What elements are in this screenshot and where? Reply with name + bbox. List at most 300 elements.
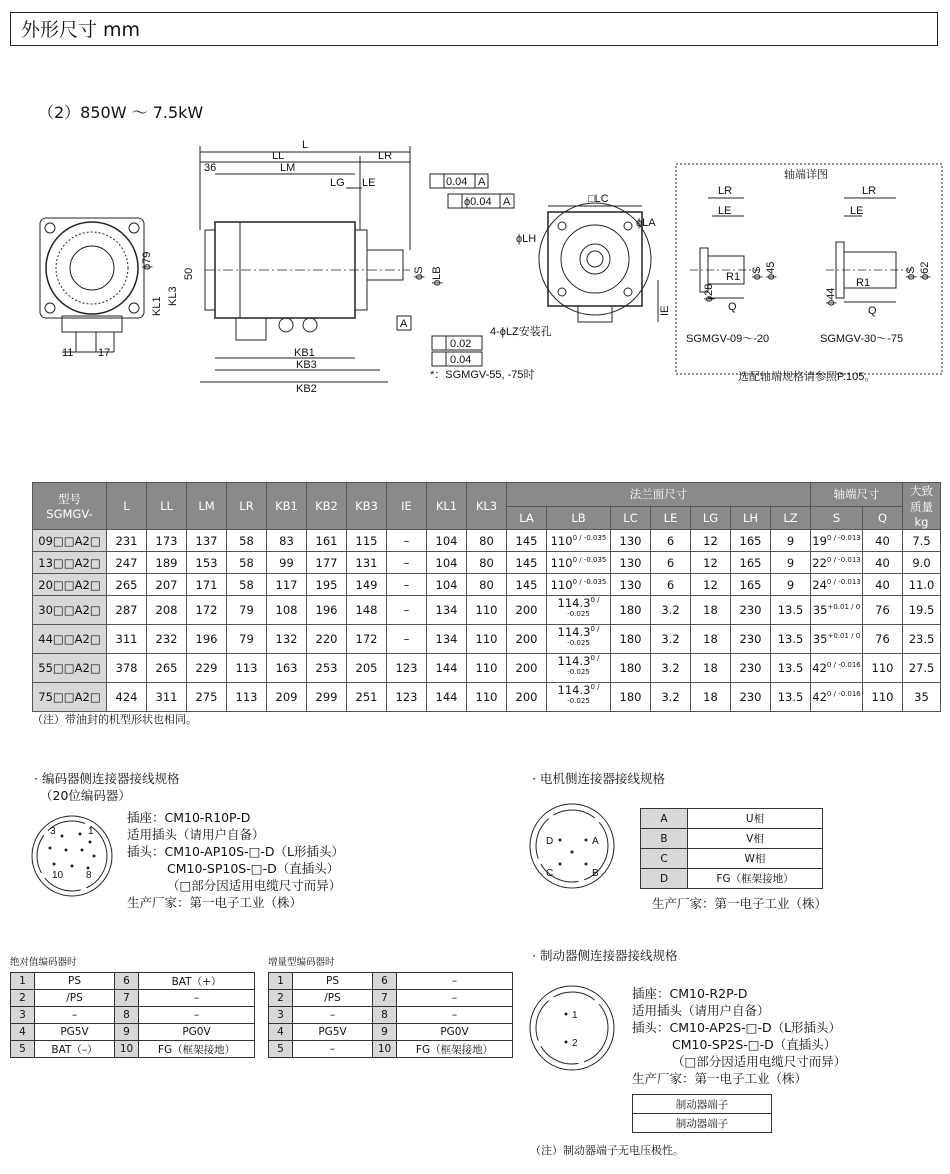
th-model: 型号 SGMGV- bbox=[33, 483, 107, 530]
cell-ll: 265 bbox=[147, 654, 187, 683]
pin-number: 3 bbox=[269, 1007, 293, 1024]
cell-kb2: 299 bbox=[307, 683, 347, 712]
cell-kl1: 144 bbox=[427, 683, 467, 712]
cell-lm: 137 bbox=[187, 530, 227, 552]
th-flange-col: LC bbox=[611, 506, 651, 530]
cell-kl3: 80 bbox=[467, 574, 507, 596]
cell-kb2: 253 bbox=[307, 654, 347, 683]
brake-terminal-table bbox=[632, 1094, 772, 1133]
cell-kb1: 117 bbox=[267, 574, 307, 596]
cell-lh: 165 bbox=[731, 530, 771, 552]
th-flange: 法兰面尺寸 bbox=[507, 483, 811, 507]
cell-model: 75□□A2□ bbox=[33, 683, 107, 712]
sd-right-LE: LE bbox=[850, 205, 864, 217]
cell-lc: 180 bbox=[611, 596, 651, 625]
dim-IE: IE bbox=[659, 305, 671, 316]
cell-s: $24^{0 / -0.013}$ bbox=[811, 574, 863, 596]
pin-signal: PG0V bbox=[139, 1024, 255, 1041]
table-row bbox=[269, 1041, 513, 1058]
cell-le: 3.2 bbox=[651, 654, 691, 683]
cell-ie: 123 bbox=[387, 654, 427, 683]
cell-le: 6 bbox=[651, 574, 691, 596]
pin-number: 10 bbox=[115, 1041, 139, 1058]
cell-kb2: 161 bbox=[307, 530, 347, 552]
cell-le: 6 bbox=[651, 552, 691, 574]
pin-number: 1 bbox=[269, 973, 293, 990]
pin-number: 6 bbox=[373, 973, 397, 990]
cell-lm: 171 bbox=[187, 574, 227, 596]
shaft-detail-title: 轴端详图 bbox=[784, 169, 828, 181]
th-flange-col: LB bbox=[547, 506, 611, 530]
pin-number: 7 bbox=[373, 990, 397, 1007]
cell-la: 200 bbox=[507, 683, 547, 712]
dim-KB2: KB2 bbox=[296, 383, 317, 395]
cell-mass: 19.5 bbox=[903, 596, 941, 625]
cell-lc: 180 bbox=[611, 683, 651, 712]
sd-left-S: ϕS bbox=[751, 266, 763, 280]
section-subtitle: （2）850W ～ 7.5kW bbox=[38, 103, 204, 122]
cell-q: 40 bbox=[863, 574, 903, 596]
pin-number: 2 bbox=[269, 990, 293, 1007]
cell-kb2: 196 bbox=[307, 596, 347, 625]
cell-lg: 18 bbox=[691, 683, 731, 712]
dimension-drawing bbox=[0, 130, 950, 480]
dim-KL3: KL3 bbox=[167, 286, 179, 306]
cell-kl1: 134 bbox=[427, 596, 467, 625]
table-row: A U相 bbox=[641, 809, 823, 829]
motor-connector-table bbox=[640, 808, 823, 889]
cell-lb: $110^{0 / -0.035}$ bbox=[547, 530, 611, 552]
table-row bbox=[11, 990, 255, 1007]
sd-right-S: ϕS bbox=[905, 266, 917, 280]
cell-lm: 172 bbox=[187, 596, 227, 625]
cell-s: $35^{+0.01 / 0}$ bbox=[811, 625, 863, 654]
pin-number: 3 bbox=[11, 1007, 35, 1024]
cell-le: 3.2 bbox=[651, 683, 691, 712]
cell-q: 110 bbox=[863, 683, 903, 712]
cell-lr: 79 bbox=[227, 596, 267, 625]
encoder-connector-diagram bbox=[28, 812, 118, 902]
table-row bbox=[11, 1007, 255, 1024]
sd-left-28: ϕ28 bbox=[703, 283, 715, 302]
page-title: 外形尺寸 mm bbox=[10, 12, 938, 46]
cell-lh: 165 bbox=[731, 574, 771, 596]
th-flange-col: LZ bbox=[771, 506, 811, 530]
cell-lz: 9 bbox=[771, 574, 811, 596]
sd-left-Q: Q bbox=[728, 301, 737, 313]
pin-number: 5 bbox=[269, 1041, 293, 1058]
th-flange-col: LA bbox=[507, 506, 547, 530]
tol-ref-a1: A bbox=[478, 176, 486, 188]
cell-mass: 7.5 bbox=[903, 530, 941, 552]
cell-l: 231 bbox=[107, 530, 147, 552]
cell-s: $22^{0 / -0.013}$ bbox=[811, 552, 863, 574]
cell-kl1: 144 bbox=[427, 654, 467, 683]
pin-label: D bbox=[546, 836, 554, 847]
cell-lr: 58 bbox=[227, 530, 267, 552]
cell-kl3: 110 bbox=[467, 596, 507, 625]
table-row: B V相 bbox=[641, 829, 823, 849]
cell-la: 145 bbox=[507, 574, 547, 596]
th-col: L bbox=[107, 483, 147, 530]
cell-lc: 130 bbox=[611, 530, 651, 552]
cell-kb1: 108 bbox=[267, 596, 307, 625]
dim-36: 36 bbox=[204, 162, 217, 174]
cell-s: $42^{0 / -0.016}$ bbox=[811, 683, 863, 712]
cell-lb: $110^{0 / -0.035}$ bbox=[547, 574, 611, 596]
pin-signal: – bbox=[397, 990, 513, 1007]
dimension-spec-table bbox=[32, 482, 941, 712]
cell-la: 200 bbox=[507, 625, 547, 654]
table-row bbox=[269, 990, 513, 1007]
dim-LM: LM bbox=[280, 162, 296, 174]
sd-left-LE: LE bbox=[718, 205, 732, 217]
cell-s: $19^{0 / -0.013}$ bbox=[811, 530, 863, 552]
cell-lb: $114.3^{0 / -0.025}$ bbox=[547, 596, 611, 625]
cell-ll: 189 bbox=[147, 552, 187, 574]
abs-encoder-table bbox=[10, 972, 255, 1058]
cell-kl1: 104 bbox=[427, 552, 467, 574]
dim-L: L bbox=[302, 139, 309, 151]
cell-lb: $114.3^{0 / -0.025}$ bbox=[547, 625, 611, 654]
cell-lb: $114.3^{0 / -0.025}$ bbox=[547, 683, 611, 712]
th-col: KB3 bbox=[347, 483, 387, 530]
cell-ie: – bbox=[387, 552, 427, 574]
table-row bbox=[33, 574, 941, 596]
sd-right-R1: R1 bbox=[856, 277, 871, 289]
cell-ie: – bbox=[387, 596, 427, 625]
cell-mass: 23.5 bbox=[903, 625, 941, 654]
dim-LA: ϕLA bbox=[636, 217, 656, 229]
pin-signal: PG5V bbox=[293, 1024, 373, 1041]
cell-lr: 79 bbox=[227, 625, 267, 654]
cell-q: 76 bbox=[863, 596, 903, 625]
cell-la: 145 bbox=[507, 530, 547, 552]
sd-right-Q: Q bbox=[868, 305, 877, 317]
brake-note: （注）制动器端子无电压极性。 bbox=[530, 1144, 684, 1157]
encoder-connector-title: · 编码器侧连接器接线规格 bbox=[34, 771, 180, 786]
dim-LG: LG bbox=[330, 177, 345, 189]
sd-left-LR: LR bbox=[718, 185, 733, 197]
cell-lg: 18 bbox=[691, 654, 731, 683]
dim-LC: □LC bbox=[588, 193, 609, 205]
cell-kl1: 104 bbox=[427, 574, 467, 596]
table-row bbox=[33, 552, 941, 574]
table-row bbox=[269, 1024, 513, 1041]
pin-label: A bbox=[592, 836, 599, 847]
pin-number: 4 bbox=[269, 1024, 293, 1041]
cell-lz: 13.5 bbox=[771, 625, 811, 654]
pin-label: 2 bbox=[572, 1038, 578, 1049]
pin-number: 10 bbox=[373, 1041, 397, 1058]
pin-label: 3 bbox=[50, 826, 56, 837]
table-row bbox=[33, 683, 941, 712]
pin-signal: BAT（–） bbox=[35, 1041, 115, 1058]
cell-model: 30□□A2□ bbox=[33, 596, 107, 625]
tol-perp: 0.04 bbox=[446, 176, 468, 188]
cell-kb1: 99 bbox=[267, 552, 307, 574]
cell-q: 76 bbox=[863, 625, 903, 654]
cell-kb3: 172 bbox=[347, 625, 387, 654]
pin-number: 6 bbox=[115, 973, 139, 990]
table-row: 制动器端子 bbox=[633, 1095, 772, 1114]
cell-ie: – bbox=[387, 625, 427, 654]
cell-q: 40 bbox=[863, 530, 903, 552]
cell-lc: 180 bbox=[611, 654, 651, 683]
inc-encoder-title: 增量型编码器时 bbox=[268, 957, 335, 968]
cell-mass: 9.0 bbox=[903, 552, 941, 574]
cell-lb: $110^{0 / -0.035}$ bbox=[547, 552, 611, 574]
dim-LL: LL bbox=[272, 150, 285, 162]
cell-ie: 123 bbox=[387, 683, 427, 712]
pin-signal: PS bbox=[293, 973, 373, 990]
cell-la: 145 bbox=[507, 552, 547, 574]
cell-lg: 12 bbox=[691, 552, 731, 574]
pin-signal: – bbox=[293, 1007, 373, 1024]
cell-kb1: 83 bbox=[267, 530, 307, 552]
th-flange-col: LG bbox=[691, 506, 731, 530]
th-col: LM bbox=[187, 483, 227, 530]
cell-kl3: 80 bbox=[467, 552, 507, 574]
cell-lm: 275 bbox=[187, 683, 227, 712]
cell-kb3: 149 bbox=[347, 574, 387, 596]
pin-signal: FG（框架接地） bbox=[397, 1041, 513, 1058]
pin-signal: – bbox=[397, 1007, 513, 1024]
dim-LB: ϕLB bbox=[431, 266, 443, 286]
cell-s: $35^{+0.01 / 0}$ bbox=[811, 596, 863, 625]
th-col: IE bbox=[387, 483, 427, 530]
cell-lc: 180 bbox=[611, 625, 651, 654]
cell-kb2: 177 bbox=[307, 552, 347, 574]
cell-lm: 153 bbox=[187, 552, 227, 574]
cell-le: 3.2 bbox=[651, 625, 691, 654]
table-row bbox=[33, 654, 941, 683]
pin-signal: – bbox=[139, 1007, 255, 1024]
cell-kl1: 134 bbox=[427, 625, 467, 654]
table-row bbox=[11, 1041, 255, 1058]
cell-l: 311 bbox=[107, 625, 147, 654]
cell-ie: – bbox=[387, 574, 427, 596]
pin-signal: – bbox=[35, 1007, 115, 1024]
cell-model: 09□□A2□ bbox=[33, 530, 107, 552]
cell-lr: 58 bbox=[227, 552, 267, 574]
tol-conc: ϕ0.04 bbox=[464, 196, 492, 208]
cell-kb3: 148 bbox=[347, 596, 387, 625]
cell-mass: 35 bbox=[903, 683, 941, 712]
table-row: 制动器端子 bbox=[633, 1114, 772, 1133]
motor-connector-diagram bbox=[526, 798, 626, 898]
pin-number: 7 bbox=[115, 990, 139, 1007]
dim-17: 17 bbox=[98, 347, 111, 359]
sd-right-LR: LR bbox=[862, 185, 877, 197]
cell-lg: 12 bbox=[691, 530, 731, 552]
cell-ie: – bbox=[387, 530, 427, 552]
datum-A: A bbox=[400, 318, 408, 330]
th-col: LR bbox=[227, 483, 267, 530]
pin-signal: – bbox=[139, 990, 255, 1007]
pin-number: 5 bbox=[11, 1041, 35, 1058]
pin-number: 4 bbox=[11, 1024, 35, 1041]
th-shaft-col: S bbox=[811, 506, 863, 530]
cell-kb3: 205 bbox=[347, 654, 387, 683]
th-mass: 大致 质量 kg bbox=[903, 483, 941, 530]
dim-KB3: KB3 bbox=[296, 359, 317, 371]
cell-l: 247 bbox=[107, 552, 147, 574]
shaft-detail-footnote: 选配轴端规格请参照P.105。 bbox=[738, 371, 876, 383]
brake-connector-title: · 制动器侧连接器接线规格 bbox=[532, 948, 678, 963]
dim-LR: LR bbox=[378, 150, 393, 162]
cell-kb2: 195 bbox=[307, 574, 347, 596]
cell-lm: 196 bbox=[187, 625, 227, 654]
pin-label: 1 bbox=[572, 1010, 578, 1021]
cell-la: 200 bbox=[507, 654, 547, 683]
pin-signal: PG5V bbox=[35, 1024, 115, 1041]
encoder-connector-spec: 插座：CM10-R10P-D 适用插头（请用户自备） 插头：CM10-AP10S-□-D（L形插头） CM10-SP10S-□-D（直插头） （□部分因适用电缆尺寸而异） 生产厂家：第一电子工业（株） bbox=[127, 810, 345, 910]
cell-ll: 208 bbox=[147, 596, 187, 625]
table-row bbox=[33, 596, 941, 625]
pin-signal: FG（框架接地） bbox=[139, 1041, 255, 1058]
cell-lc: 130 bbox=[611, 574, 651, 596]
pin-label: C bbox=[546, 868, 554, 879]
cell-s: $42^{0 / -0.016}$ bbox=[811, 654, 863, 683]
pin-number: 2 bbox=[11, 990, 35, 1007]
cell-lg: 12 bbox=[691, 574, 731, 596]
table-row bbox=[33, 625, 941, 654]
cell-lz: 13.5 bbox=[771, 596, 811, 625]
dim-LH: ϕLH bbox=[516, 233, 537, 245]
cell-lg: 18 bbox=[691, 596, 731, 625]
cell-kb3: 115 bbox=[347, 530, 387, 552]
table-row bbox=[11, 973, 255, 990]
cell-lc: 130 bbox=[611, 552, 651, 574]
tol-ref-a2: A bbox=[503, 196, 511, 208]
cell-lm: 229 bbox=[187, 654, 227, 683]
cell-lh: 230 bbox=[731, 625, 771, 654]
sd-right-62: ϕ62 bbox=[919, 261, 931, 280]
dim-50: 50 bbox=[183, 267, 195, 280]
note-55-75: *：SGMGV-55, -75时 bbox=[430, 369, 535, 381]
cell-lb: $114.3^{0 / -0.025}$ bbox=[547, 654, 611, 683]
sd-left-model: SGMGV-09～-20 bbox=[686, 333, 770, 345]
cell-model: 44□□A2□ bbox=[33, 625, 107, 654]
sd-left-45: ϕ45 bbox=[765, 261, 777, 280]
cell-ll: 173 bbox=[147, 530, 187, 552]
pin-number: 8 bbox=[115, 1007, 139, 1024]
pin-number: 9 bbox=[373, 1024, 397, 1041]
dim-S: ϕS bbox=[413, 266, 425, 280]
cell-lh: 230 bbox=[731, 654, 771, 683]
th-col: LL bbox=[147, 483, 187, 530]
table-row bbox=[269, 1007, 513, 1024]
cell-kl3: 80 bbox=[467, 530, 507, 552]
dim-LE: LE bbox=[362, 177, 376, 189]
encoder-connector-subtitle: （20位编码器） bbox=[40, 788, 131, 803]
cell-l: 287 bbox=[107, 596, 147, 625]
motor-connector-title: · 电机侧连接器接线规格 bbox=[532, 771, 665, 786]
pin-label: B bbox=[592, 868, 599, 879]
cell-lg: 18 bbox=[691, 625, 731, 654]
motor-side-view bbox=[205, 222, 410, 340]
pin-signal: – bbox=[397, 973, 513, 990]
cell-le: 3.2 bbox=[651, 596, 691, 625]
motor-connector-maker: 生产厂家：第一电子工业（株） bbox=[652, 896, 828, 911]
cell-l: 265 bbox=[107, 574, 147, 596]
th-col: KB1 bbox=[267, 483, 307, 530]
pin-label: 10 bbox=[52, 870, 64, 881]
pin-signal: PS bbox=[35, 973, 115, 990]
pin-signal: – bbox=[293, 1041, 373, 1058]
dim-KL1: KL1 bbox=[151, 296, 163, 316]
cell-l: 378 bbox=[107, 654, 147, 683]
pin-number: 1 bbox=[11, 973, 35, 990]
pin-signal: /PS bbox=[293, 990, 373, 1007]
pin-label: 8 bbox=[86, 870, 92, 881]
cell-lz: 9 bbox=[771, 552, 811, 574]
pin-signal: BAT（+） bbox=[139, 973, 255, 990]
cell-q: 110 bbox=[863, 654, 903, 683]
cell-lr: 113 bbox=[227, 683, 267, 712]
cell-lz: 13.5 bbox=[771, 683, 811, 712]
table-row bbox=[33, 530, 941, 552]
cell-le: 6 bbox=[651, 530, 691, 552]
cell-kb1: 163 bbox=[267, 654, 307, 683]
cell-kl1: 104 bbox=[427, 530, 467, 552]
cell-kb3: 131 bbox=[347, 552, 387, 574]
lz-holes-label: 4-ϕLZ安装孔 bbox=[490, 326, 552, 338]
cell-lh: 230 bbox=[731, 683, 771, 712]
cell-mass: 27.5 bbox=[903, 654, 941, 683]
brake-connector-diagram bbox=[524, 980, 624, 1080]
pin-signal: PG0V bbox=[397, 1024, 513, 1041]
cell-ll: 207 bbox=[147, 574, 187, 596]
cell-model: 20□□A2□ bbox=[33, 574, 107, 596]
cell-l: 424 bbox=[107, 683, 147, 712]
dim-11: 11 bbox=[62, 347, 74, 359]
cell-la: 200 bbox=[507, 596, 547, 625]
cell-ll: 311 bbox=[147, 683, 187, 712]
sd-left-R1: R1 bbox=[726, 271, 741, 283]
th-flange-col: LE bbox=[651, 506, 691, 530]
cell-lz: 9 bbox=[771, 530, 811, 552]
cell-kl3: 110 bbox=[467, 683, 507, 712]
cell-kb2: 220 bbox=[307, 625, 347, 654]
th-shaft-col: Q bbox=[863, 506, 903, 530]
table-row: C W相 bbox=[641, 849, 823, 869]
motor-front-view bbox=[40, 218, 144, 352]
th-col: KL3 bbox=[467, 483, 507, 530]
dim-KB1: KB1 bbox=[294, 347, 315, 359]
inc-encoder-table bbox=[268, 972, 513, 1058]
table-note: （注）带油封的机型形状也相同。 bbox=[32, 713, 197, 726]
cell-model: 55□□A2□ bbox=[33, 654, 107, 683]
th-col: KL1 bbox=[427, 483, 467, 530]
pin-number: 9 bbox=[115, 1024, 139, 1041]
th-col: KB2 bbox=[307, 483, 347, 530]
dim-79: ϕ79 bbox=[141, 251, 153, 270]
tol-runout1: 0.02 bbox=[450, 338, 472, 350]
sd-right-model: SGMGV-30～-75 bbox=[820, 333, 904, 345]
cell-ll: 232 bbox=[147, 625, 187, 654]
cell-lr: 58 bbox=[227, 574, 267, 596]
cell-model: 13□□A2□ bbox=[33, 552, 107, 574]
cell-lz: 13.5 bbox=[771, 654, 811, 683]
table-row: D FG（框架接地） bbox=[641, 869, 823, 889]
table-row bbox=[269, 973, 513, 990]
pin-label: 1 bbox=[88, 826, 94, 837]
cell-lr: 113 bbox=[227, 654, 267, 683]
th-shaft: 轴端尺寸 bbox=[811, 483, 903, 507]
cell-kl3: 110 bbox=[467, 654, 507, 683]
